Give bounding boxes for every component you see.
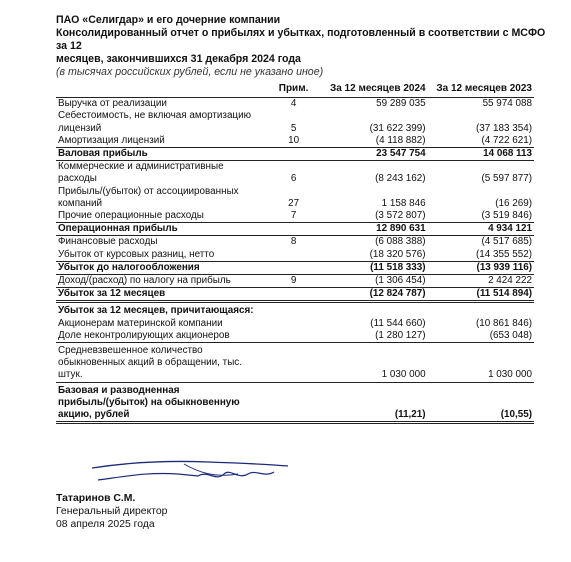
row-label: Финансовые расходы bbox=[58, 236, 158, 248]
row-value-2023: (653 048) bbox=[428, 330, 534, 343]
section-heading-row bbox=[56, 302, 534, 318]
row-label: Убыток до налогообложения bbox=[56, 261, 266, 274]
row-value-2024: (1 280 127) bbox=[321, 330, 427, 343]
row-note bbox=[266, 343, 321, 383]
row-value-2023: (10 861 846) bbox=[475, 317, 532, 329]
table-row bbox=[56, 186, 534, 210]
row-label: Выручка от реализации bbox=[58, 98, 167, 110]
row-value-2024: (3 572 807) bbox=[375, 210, 426, 222]
row-note bbox=[266, 330, 321, 343]
signature-block bbox=[56, 492, 167, 531]
table-row bbox=[56, 236, 534, 249]
row-value-2024: (8 243 162) bbox=[375, 173, 426, 185]
row-label: Коммерческие и административные расходы bbox=[58, 161, 224, 185]
row-note: 10 bbox=[288, 134, 300, 146]
row-value-2023: (4 517 685) bbox=[481, 236, 532, 248]
row-value-2024: (11,21) bbox=[321, 382, 427, 423]
report-title-line1: Консолидированный отчет о прибылях и убытках, подготовленный в соответствии с МСФО за 12 bbox=[56, 27, 546, 52]
subtotal-row bbox=[56, 148, 534, 161]
row-value-2024: (1 306 454) bbox=[375, 275, 426, 287]
table-row bbox=[56, 330, 534, 343]
row-value-2023: (13 939 116) bbox=[428, 261, 534, 274]
row-label: Амортизация лицензий bbox=[58, 134, 165, 146]
row-note bbox=[266, 249, 321, 262]
row-label: Себестоимость, не включая амортизацию лицензий bbox=[58, 110, 252, 134]
company-name: ПАО «Селигдар» и его дочерние компании bbox=[56, 14, 281, 26]
row-note: 4 bbox=[290, 98, 297, 110]
row-label: Прибыль/(убыток) от ассоциированных компаний bbox=[58, 185, 239, 209]
table-row bbox=[56, 249, 534, 262]
col-note-header: Прим. bbox=[266, 82, 321, 98]
signatory-position: Генеральный директор bbox=[56, 506, 168, 517]
row-value-2024: (4 118 882) bbox=[375, 134, 426, 146]
row-note bbox=[266, 148, 321, 161]
row-value-2024: 12 890 631 bbox=[321, 223, 427, 236]
row-note: 5 bbox=[290, 122, 297, 134]
row-value-2024: (12 824 787) bbox=[321, 288, 427, 302]
row-label: Убыток от курсовых разниц, нетто bbox=[58, 248, 215, 260]
row-label: Операционная прибыль bbox=[56, 223, 266, 236]
row-note: 7 bbox=[290, 210, 297, 222]
row-value-2023: (5 597 877) bbox=[481, 173, 532, 185]
income-statement-table bbox=[56, 82, 534, 424]
row-value-2024: 59 289 035 bbox=[376, 98, 426, 110]
row-value-2024: 1 030 000 bbox=[321, 343, 427, 383]
row-note bbox=[266, 318, 321, 330]
row-note: 8 bbox=[290, 236, 297, 248]
row-note bbox=[266, 382, 321, 423]
row-value-2023: 14 068 113 bbox=[428, 148, 534, 161]
table-row bbox=[56, 210, 534, 223]
row-value-2023: 1 030 000 bbox=[428, 343, 534, 383]
total-row bbox=[56, 288, 534, 302]
row-label: Убыток за 12 месяцев, причитающаяся: bbox=[58, 305, 254, 317]
row-label: Акционерам материнской компании bbox=[58, 317, 223, 329]
table-row bbox=[56, 161, 534, 186]
row-label: Убыток за 12 месяцев bbox=[56, 288, 266, 302]
row-note: 6 bbox=[290, 173, 297, 185]
table-row bbox=[56, 275, 534, 288]
row-value-2023: (10,55) bbox=[428, 382, 534, 423]
row-note bbox=[266, 261, 321, 274]
eps-row bbox=[56, 382, 534, 423]
row-label: Валовая прибыль bbox=[56, 148, 266, 161]
table-row bbox=[56, 110, 534, 134]
row-label: Средневзвешенное количество обыкновенных акций в обращении, тыс. штук. bbox=[56, 343, 266, 383]
row-value-2023: (14 355 552) bbox=[475, 248, 532, 260]
row-value-2024: 23 547 754 bbox=[321, 148, 427, 161]
row-value-2024: 1 158 846 bbox=[381, 197, 426, 209]
table-row bbox=[56, 135, 534, 148]
row-label: Доле неконтролирующих акционеров bbox=[56, 330, 266, 343]
units-note: (в тысячах российских рублей, если не указано иное) bbox=[56, 66, 324, 78]
row-value-2023: (4 722 621) bbox=[481, 134, 532, 146]
row-value-2023: (16 269) bbox=[495, 197, 532, 209]
row-note bbox=[266, 288, 321, 302]
row-note bbox=[266, 223, 321, 236]
row-value-2023: (37 183 354) bbox=[475, 122, 532, 134]
col-2023-header: За 12 месяцев 2023 bbox=[428, 82, 534, 98]
row-label: Прочие операционные расходы bbox=[58, 210, 204, 222]
row-label: Доход/(расход) по налогу на прибыль bbox=[58, 275, 231, 287]
row-value-2024: (11 544 660) bbox=[370, 317, 426, 329]
row-value-2023: (11 514 894) bbox=[428, 288, 534, 302]
table-row bbox=[56, 343, 534, 383]
table-row bbox=[56, 98, 534, 111]
report-header bbox=[56, 14, 556, 79]
row-note: 27 bbox=[288, 197, 300, 209]
row-value-2023: 2 424 222 bbox=[488, 275, 532, 287]
handwritten-signature bbox=[88, 450, 318, 490]
table-header-row bbox=[56, 82, 534, 98]
row-value-2023: 4 934 121 bbox=[428, 223, 534, 236]
subtotal-row bbox=[56, 223, 534, 236]
report-title-line2: месяцев, закончившихся 31 декабря 2024 года bbox=[56, 53, 301, 65]
subtotal-row bbox=[56, 261, 534, 274]
row-label: Базовая и разводненная прибыль/(убыток) на обыкновенную акцию, рублей bbox=[56, 382, 266, 423]
signatory-name: Татаринов С.М. bbox=[56, 493, 136, 504]
row-value-2024: (18 320 576) bbox=[369, 248, 426, 260]
row-value-2024: (6 088 388) bbox=[375, 236, 426, 248]
row-value-2024: (11 518 333) bbox=[321, 261, 427, 274]
table-row bbox=[56, 318, 534, 330]
col-2024-header: За 12 месяцев 2024 bbox=[321, 82, 427, 98]
row-value-2023: 55 974 088 bbox=[482, 98, 532, 110]
row-note: 9 bbox=[290, 275, 297, 287]
signature-date: 08 апреля 2025 года bbox=[56, 519, 155, 530]
row-value-2023: (3 519 846) bbox=[481, 210, 532, 222]
col-label-header bbox=[56, 82, 266, 98]
row-value-2024: (31 622 399) bbox=[369, 122, 426, 134]
